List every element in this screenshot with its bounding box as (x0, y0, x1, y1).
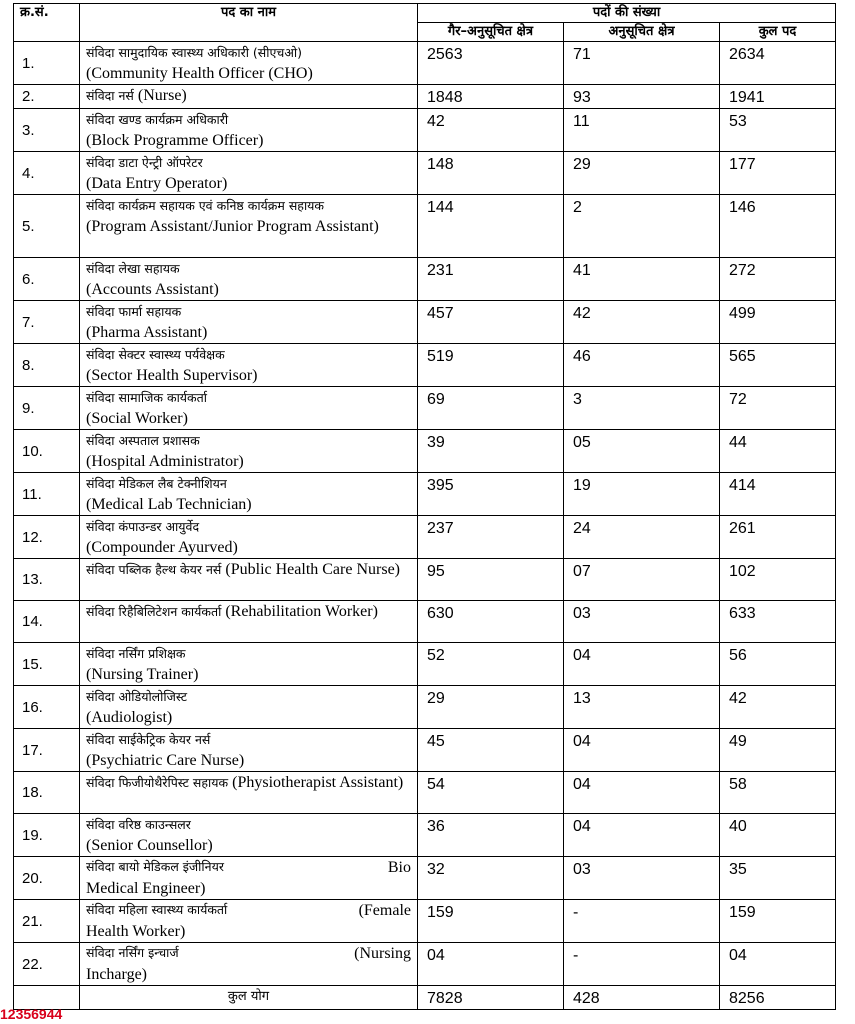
table-row (14, 430, 836, 473)
non-scheduled-count: 39 (418, 430, 564, 473)
serial-number: 12. (14, 516, 80, 559)
total-count: 58 (720, 772, 836, 814)
totals-total: 8256 (720, 986, 836, 1010)
post-name-hindi: संविदा अस्पताल प्रशासक (86, 433, 200, 448)
total-count: 177 (720, 152, 836, 195)
table-row (14, 344, 836, 387)
post-name (80, 814, 418, 857)
table-row (14, 152, 836, 195)
post-name (80, 301, 418, 344)
scheduled-count: 05 (564, 430, 720, 473)
post-name-english-cont: Medical Engineer) (86, 880, 206, 897)
post-name-english: (Sector Health Supervisor) (86, 367, 258, 384)
post-name (80, 857, 418, 900)
scheduled-count: 13 (564, 686, 720, 729)
total-count: 102 (720, 559, 836, 601)
total-count: 261 (720, 516, 836, 559)
table-row (14, 814, 836, 857)
serial-number: 22. (14, 943, 80, 986)
serial-number: 3. (14, 109, 80, 152)
post-name-hindi: संविदा सेक्टर स्वास्थ्य पर्यवेक्षक (86, 347, 225, 362)
post-name-hindi: संविदा बायो मेडिकल इंजीनियर (86, 859, 224, 874)
table-row (14, 643, 836, 686)
scheduled-count: - (564, 900, 720, 943)
table-row (14, 109, 836, 152)
table-row (14, 686, 836, 729)
post-name-english-cont: Health Worker) (86, 923, 186, 940)
non-scheduled-count: 148 (418, 152, 564, 195)
non-scheduled-count: 2563 (418, 42, 564, 85)
post-name (80, 943, 418, 986)
serial-number: 7. (14, 301, 80, 344)
non-scheduled-count: 04 (418, 943, 564, 986)
non-scheduled-count: 519 (418, 344, 564, 387)
table-row (14, 85, 836, 109)
header-serial: क्र.सं. (14, 4, 80, 42)
post-name-english-cont: Incharge) (86, 966, 147, 983)
scheduled-count: 24 (564, 516, 720, 559)
watermark-number: 12356944 (0, 1006, 63, 1022)
post-name-english: (Audiologist) (86, 709, 173, 726)
scheduled-count: 46 (564, 344, 720, 387)
scheduled-count: 04 (564, 643, 720, 686)
total-count: 44 (720, 430, 836, 473)
table-row (14, 772, 836, 814)
post-name-hindi: संविदा महिला स्वास्थ्य कार्यकर्ता (86, 902, 228, 917)
total-count: 499 (720, 301, 836, 344)
post-name-english: (Hospital Administrator) (86, 453, 244, 470)
total-count: 53 (720, 109, 836, 152)
totals-row (14, 986, 836, 1010)
post-name-hindi: संविदा नर्सिंग प्रशिक्षक (86, 646, 186, 661)
scheduled-count: 41 (564, 258, 720, 301)
post-name (80, 643, 418, 686)
post-name (80, 473, 418, 516)
post-name-english: (Public Health Care Nurse) (225, 561, 400, 578)
serial-number: 15. (14, 643, 80, 686)
non-scheduled-count: 29 (418, 686, 564, 729)
serial-number: 17. (14, 729, 80, 772)
post-name-hindi: संविदा फिजीयोथैरेपिस्ट सहायक (86, 775, 229, 790)
non-scheduled-count: 237 (418, 516, 564, 559)
total-count: 40 (720, 814, 836, 857)
table-row (14, 258, 836, 301)
table-row (14, 516, 836, 559)
non-scheduled-count: 1848 (418, 85, 564, 109)
total-count: 146 (720, 195, 836, 258)
post-name-hindi: संविदा साईकेट्रिक केयर नर्स (86, 732, 211, 747)
post-name (80, 601, 418, 643)
scheduled-count: 19 (564, 473, 720, 516)
scheduled-count: 3 (564, 387, 720, 430)
non-scheduled-count: 54 (418, 772, 564, 814)
total-count: 49 (720, 729, 836, 772)
scheduled-count: 42 (564, 301, 720, 344)
post-name-english: (Nursing (354, 945, 411, 962)
post-name (80, 387, 418, 430)
total-count: 42 (720, 686, 836, 729)
serial-number: 21. (14, 900, 80, 943)
serial-number: 6. (14, 258, 80, 301)
non-scheduled-count: 36 (418, 814, 564, 857)
table-row (14, 195, 836, 258)
post-name-hindi: संविदा ओडियोलोजिस्ट (86, 689, 188, 704)
table-row (14, 559, 836, 601)
post-name-hindi: संविदा नर्स (86, 88, 134, 103)
non-scheduled-count: 69 (418, 387, 564, 430)
table-row (14, 387, 836, 430)
serial-number: 18. (14, 772, 80, 814)
totals-label: कुल योग (80, 986, 418, 1010)
post-name-english: (Block Programme Officer) (86, 132, 264, 149)
header-non-scheduled: गैर–अनुसूचित क्षेत्र (418, 23, 564, 42)
post-name-english: (Female (358, 902, 411, 919)
non-scheduled-count: 159 (418, 900, 564, 943)
scheduled-count: 04 (564, 772, 720, 814)
table-row (14, 857, 836, 900)
scheduled-count: 07 (564, 559, 720, 601)
scheduled-count: 93 (564, 85, 720, 109)
post-name (80, 772, 418, 814)
serial-number: 13. (14, 559, 80, 601)
serial-number: 11. (14, 473, 80, 516)
post-name (80, 195, 418, 258)
non-scheduled-count: 95 (418, 559, 564, 601)
post-name-hindi: संविदा वरिष्ठ काउन्सलर (86, 817, 191, 832)
table-row (14, 943, 836, 986)
post-name-english: (Senior Counsellor) (86, 837, 213, 854)
serial-number: 20. (14, 857, 80, 900)
post-name (80, 900, 418, 943)
table-row (14, 729, 836, 772)
scheduled-count: 03 (564, 601, 720, 643)
total-count: 72 (720, 387, 836, 430)
total-count: 159 (720, 900, 836, 943)
total-count: 565 (720, 344, 836, 387)
post-name-english: (Nurse) (137, 87, 187, 104)
non-scheduled-count: 45 (418, 729, 564, 772)
post-name-hindi: संविदा मेडिकल लैब टेक्नीशियन (86, 476, 227, 491)
post-name-hindi: संविदा कार्यक्रम सहायक एवं कनिष्ठ कार्यक्रम सहायक (86, 198, 325, 213)
post-name (80, 85, 418, 109)
scheduled-count: 71 (564, 42, 720, 85)
post-name-hindi: संविदा रिहैबिलिटेशन कार्यकर्ता (86, 604, 222, 619)
table-row (14, 301, 836, 344)
serial-number: 2. (14, 85, 80, 109)
post-name-hindi: संविदा सामाजिक कार्यकर्ता (86, 390, 208, 405)
serial-number: 16. (14, 686, 80, 729)
post-name (80, 42, 418, 85)
post-name (80, 729, 418, 772)
non-scheduled-count: 457 (418, 301, 564, 344)
table-row (14, 601, 836, 643)
scheduled-count: 11 (564, 109, 720, 152)
post-name-english: (Pharma Assistant) (86, 324, 208, 341)
table-row (14, 42, 836, 85)
total-count: 272 (720, 258, 836, 301)
post-name-hindi: संविदा लेखा सहायक (86, 261, 180, 276)
total-count: 56 (720, 643, 836, 686)
serial-number: 19. (14, 814, 80, 857)
serial-number: 14. (14, 601, 80, 643)
totals-non-scheduled: 7828 (418, 986, 564, 1010)
post-name (80, 430, 418, 473)
post-name-hindi: संविदा नर्सिंग इन्चार्ज (86, 945, 179, 960)
header-post-count: पदों की संख्या (418, 4, 836, 23)
scheduled-count: 04 (564, 729, 720, 772)
post-name-english: (Compounder Ayurved) (86, 539, 238, 556)
post-name-hindi: संविदा पब्लिक हैल्थ केयर नर्स (86, 562, 222, 577)
non-scheduled-count: 144 (418, 195, 564, 258)
total-count: 35 (720, 857, 836, 900)
serial-number: 4. (14, 152, 80, 195)
post-name (80, 686, 418, 729)
post-name-hindi: संविदा डाटा ऐन्ट्री ऑपरेटर (86, 155, 203, 170)
table-row (14, 900, 836, 943)
scheduled-count: 03 (564, 857, 720, 900)
post-name (80, 152, 418, 195)
post-name-english: (Psychiatric Care Nurse) (86, 752, 245, 769)
post-name (80, 516, 418, 559)
post-name-english: (Social Worker) (86, 410, 188, 427)
serial-number: 8. (14, 344, 80, 387)
table-row (14, 473, 836, 516)
non-scheduled-count: 52 (418, 643, 564, 686)
post-name-english: (Physiotherapist Assistant) (232, 774, 404, 791)
scheduled-count: 2 (564, 195, 720, 258)
post-name-english: (Rehabilitation Worker) (225, 603, 378, 620)
non-scheduled-count: 630 (418, 601, 564, 643)
post-name-english: Bio (387, 859, 411, 876)
vacancy-table (13, 3, 836, 1010)
serial-number: 10. (14, 430, 80, 473)
post-name-english: (Data Entry Operator) (86, 175, 228, 192)
header-total: कुल पद (720, 23, 836, 42)
serial-number: 5. (14, 195, 80, 258)
header-scheduled: अनुसूचित क्षेत्र (564, 23, 720, 42)
total-count: 1941 (720, 85, 836, 109)
total-count: 04 (720, 943, 836, 986)
totals-scheduled: 428 (564, 986, 720, 1010)
total-count: 633 (720, 601, 836, 643)
non-scheduled-count: 32 (418, 857, 564, 900)
post-name-hindi: संविदा सामुदायिक स्वास्थ्य अधिकारी (सीएचओ) (86, 45, 303, 60)
non-scheduled-count: 231 (418, 258, 564, 301)
post-name-hindi: संविदा कंपाउन्डर आयुर्वेद (86, 519, 200, 534)
total-count: 414 (720, 473, 836, 516)
post-name-english: (Accounts Assistant) (86, 281, 219, 298)
post-name-english: (Nursing Trainer) (86, 666, 199, 683)
scheduled-count: 04 (564, 814, 720, 857)
post-name (80, 344, 418, 387)
scheduled-count: 29 (564, 152, 720, 195)
post-name-english: (Program Assistant/Junior Program Assistant) (86, 218, 379, 235)
non-scheduled-count: 42 (418, 109, 564, 152)
post-name (80, 559, 418, 601)
post-name-english: (Medical Lab Technician) (86, 496, 252, 513)
post-name (80, 258, 418, 301)
post-name-english: (Community Health Officer (CHO) (86, 65, 313, 82)
post-name-hindi: संविदा फार्मा सहायक (86, 304, 182, 319)
total-count: 2634 (720, 42, 836, 85)
serial-number: 1. (14, 42, 80, 85)
non-scheduled-count: 395 (418, 473, 564, 516)
post-name (80, 109, 418, 152)
header-post-name: पद का नाम (80, 4, 418, 42)
post-name-hindi: संविदा खण्ड कार्यक्रम अधिकारी (86, 112, 229, 127)
scheduled-count: - (564, 943, 720, 986)
serial-number: 9. (14, 387, 80, 430)
